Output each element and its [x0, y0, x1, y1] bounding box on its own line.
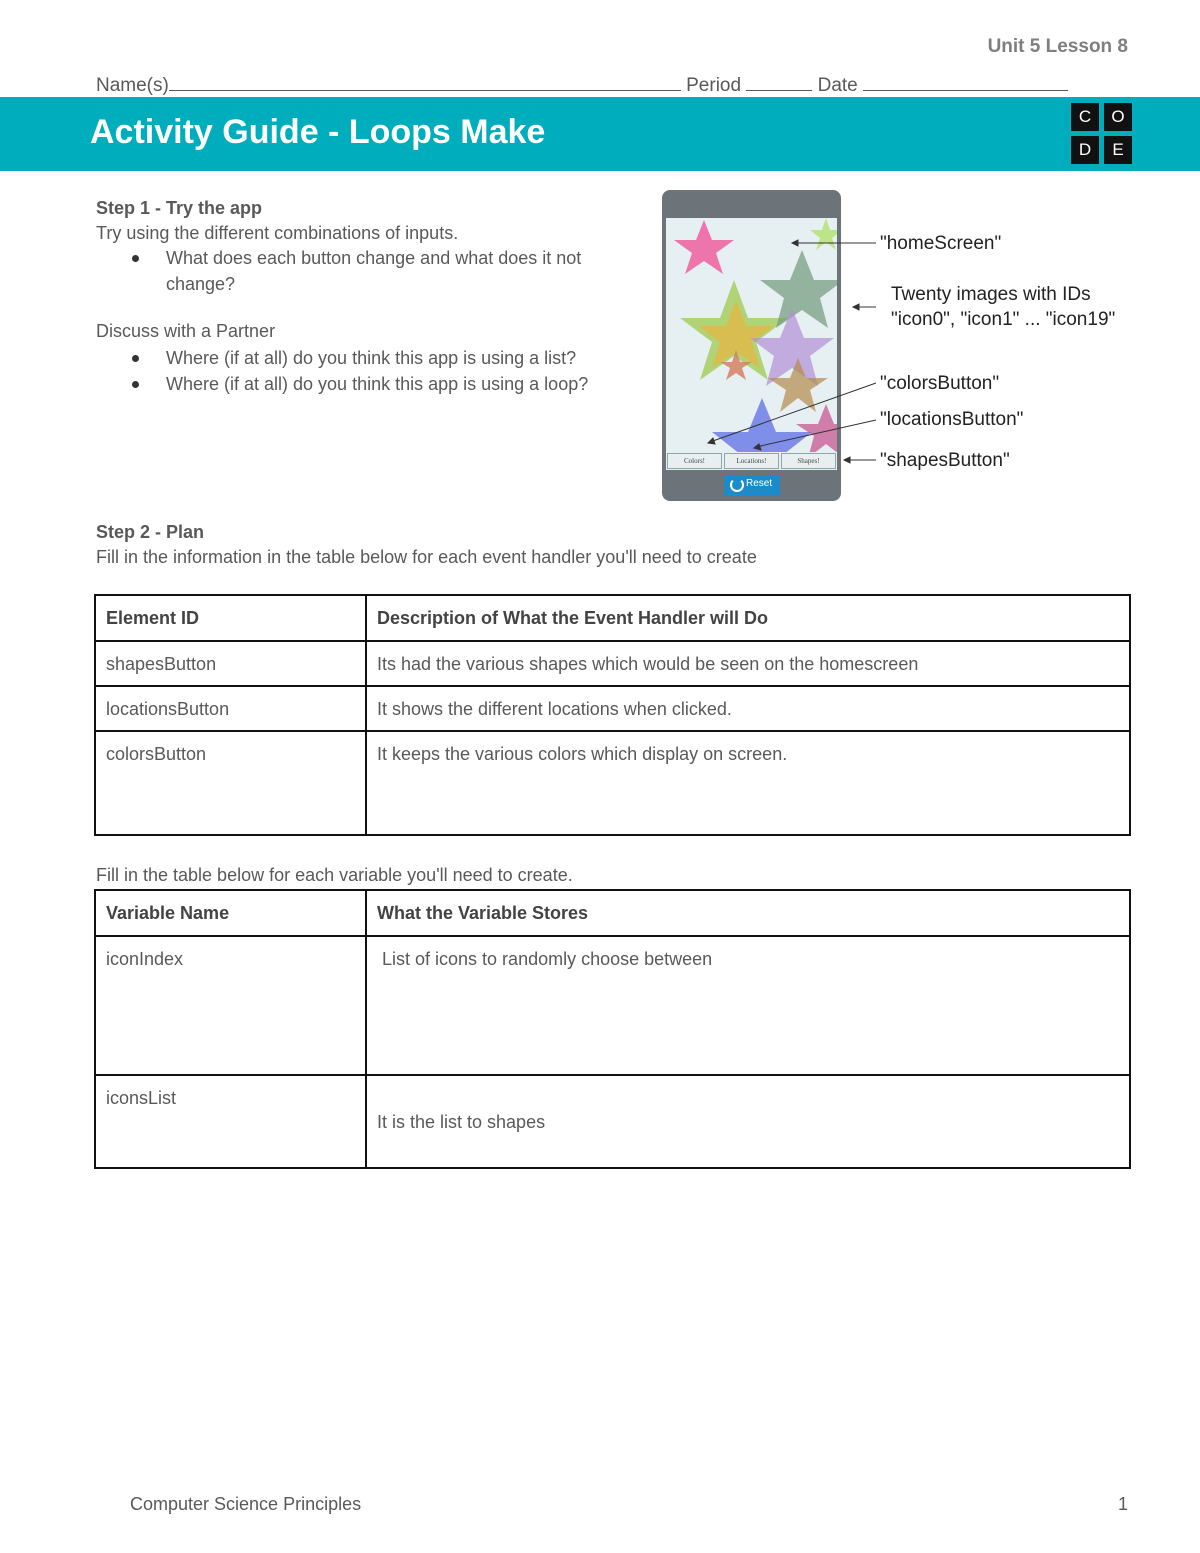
- step1-instruction: Try using the different combinations of inputs.: [96, 223, 459, 243]
- variable-table: [94, 889, 1131, 1169]
- table-header-cell: Description of What the Event Handler will Do: [366, 595, 1130, 641]
- list-item: Where (if at all) do you think this app is using a list?: [96, 345, 656, 371]
- table-cell: It shows the different locations when clicked.: [366, 686, 1130, 731]
- table-cell: locationsButton: [95, 686, 366, 731]
- locations-button[interactable]: Locations!: [724, 453, 779, 469]
- list-item: Where (if at all) do you think this app is using a loop?: [96, 371, 656, 397]
- footer-course: Computer Science Principles: [130, 1494, 362, 1514]
- page-number: 1: [1118, 1494, 1129, 1514]
- code-org-logo: [1071, 103, 1135, 167]
- table-header-row: [95, 890, 1130, 936]
- table-header-cell: Element ID: [95, 595, 366, 641]
- table-cell: iconIndex: [95, 936, 366, 1075]
- table-header-cell: Variable Name: [95, 890, 366, 936]
- reset-label: Reset: [746, 478, 773, 489]
- table-cell: It keeps the various colors which display on screen.: [366, 731, 1130, 835]
- table-header-cell: What the Variable Stores: [366, 890, 1130, 936]
- logo-letter-d: D: [1071, 136, 1099, 164]
- page-title: Activity Guide - Loops Make: [90, 113, 546, 151]
- logo-letter-c: C: [1071, 103, 1099, 131]
- logo-letter-e: E: [1104, 136, 1132, 164]
- discuss-bullets: [96, 345, 656, 397]
- table-row: [95, 936, 1130, 1075]
- callout-colors-button: "colorsButton": [880, 373, 1000, 394]
- table-cell: iconsList: [95, 1075, 366, 1168]
- period-label: Period: [686, 75, 742, 96]
- table-row: [95, 686, 1130, 731]
- list-item: What does each button change and what does it not change?: [96, 245, 636, 297]
- table-row: [95, 1075, 1130, 1168]
- callout-images-line2: "icon0", "icon1" ... "icon19": [891, 309, 1116, 330]
- refresh-icon: [730, 478, 744, 492]
- name-label: Name(s): [96, 75, 169, 96]
- table-cell: It is the list to shapes: [366, 1075, 1130, 1168]
- step2-instruction: Fill in the information in the table below for each event handler you'll need to create: [96, 547, 757, 567]
- step1-heading: Step 1 - Try the app: [96, 198, 263, 218]
- table-header-row: [95, 595, 1130, 641]
- event-handler-table: [94, 594, 1131, 836]
- table-row: [95, 731, 1130, 835]
- unit-lesson-label: Unit 5 Lesson 8: [987, 36, 1128, 57]
- callout-locations-button: "locationsButton": [880, 409, 1024, 430]
- discuss-label: Discuss with a Partner: [96, 321, 276, 341]
- table-cell: colorsButton: [95, 731, 366, 835]
- step2-heading: Step 2 - Plan: [96, 522, 205, 542]
- step1-bullets: [96, 245, 636, 297]
- logo-letter-o: O: [1104, 103, 1132, 131]
- table-row: [95, 641, 1130, 686]
- colors-button[interactable]: Colors!: [667, 453, 722, 469]
- name-field-line: [169, 72, 681, 91]
- shapes-button[interactable]: Shapes!: [781, 453, 836, 469]
- date-label: Date: [817, 75, 858, 96]
- variable-instruction: Fill in the table below for each variable you'll need to create.: [96, 865, 573, 885]
- callout-images-line1: Twenty images with IDs: [891, 284, 1091, 305]
- date-field-line: [863, 72, 1068, 91]
- table-cell: List of icons to randomly choose between: [366, 936, 1130, 1075]
- callout-arrows: [700, 230, 880, 470]
- period-field-line: [746, 72, 812, 91]
- name-period-date-row: [96, 72, 1068, 97]
- table-cell: Its had the various shapes which would be seen on the homescreen: [366, 641, 1130, 686]
- reset-button[interactable]: [724, 475, 780, 495]
- table-cell: shapesButton: [95, 641, 366, 686]
- callout-home-screen: "homeScreen": [880, 233, 1002, 254]
- callout-shapes-button: "shapesButton": [880, 450, 1010, 471]
